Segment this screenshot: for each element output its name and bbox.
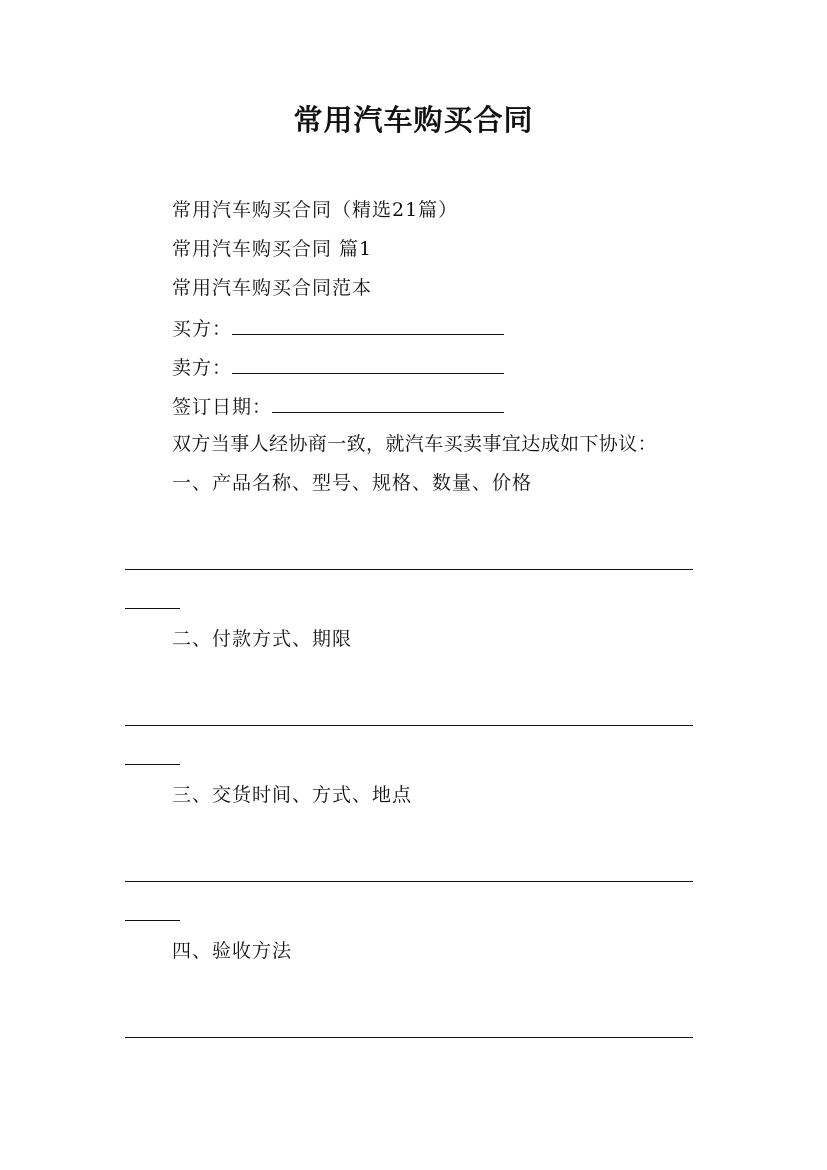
buyer-blank-field[interactable] bbox=[232, 314, 504, 335]
section-2-fill-line-end bbox=[125, 764, 180, 765]
date-label: 签订日期： bbox=[172, 396, 273, 418]
section-2-fill-line bbox=[125, 725, 693, 726]
section-heading: 二、付款方式、期限 bbox=[172, 628, 353, 650]
seller-row bbox=[172, 353, 504, 381]
page-title: 常用汽车购买合同 bbox=[293, 103, 534, 137]
intro-paragraph: 双方当事人经协商一致，就汽车买卖事宜达成如下协议： bbox=[172, 433, 658, 455]
buyer-label: 买方： bbox=[172, 318, 233, 340]
section-heading: 一、产品名称、型号、规格、数量、价格 bbox=[172, 472, 533, 494]
section-1-fill-line bbox=[125, 569, 693, 570]
section-1-fill-line-end bbox=[125, 608, 180, 609]
document-subtitle: 常用汽车购买合同（精选21篇） bbox=[172, 199, 459, 221]
section-heading: 三、交货时间、方式、地点 bbox=[172, 784, 413, 806]
seller-label: 卖方： bbox=[172, 357, 233, 379]
section-heading: 四、验收方法 bbox=[172, 940, 293, 962]
date-row bbox=[172, 392, 504, 420]
buyer-row bbox=[172, 314, 504, 342]
chapter-heading: 常用汽车购买合同 篇1 bbox=[172, 238, 373, 260]
template-name: 常用汽车购买合同范本 bbox=[172, 277, 373, 299]
section-3-fill-line-end bbox=[125, 920, 180, 921]
section-4-fill-line bbox=[125, 1037, 693, 1038]
seller-blank-field[interactable] bbox=[232, 353, 504, 374]
section-3-fill-line bbox=[125, 881, 693, 882]
date-blank-field[interactable] bbox=[272, 392, 504, 413]
